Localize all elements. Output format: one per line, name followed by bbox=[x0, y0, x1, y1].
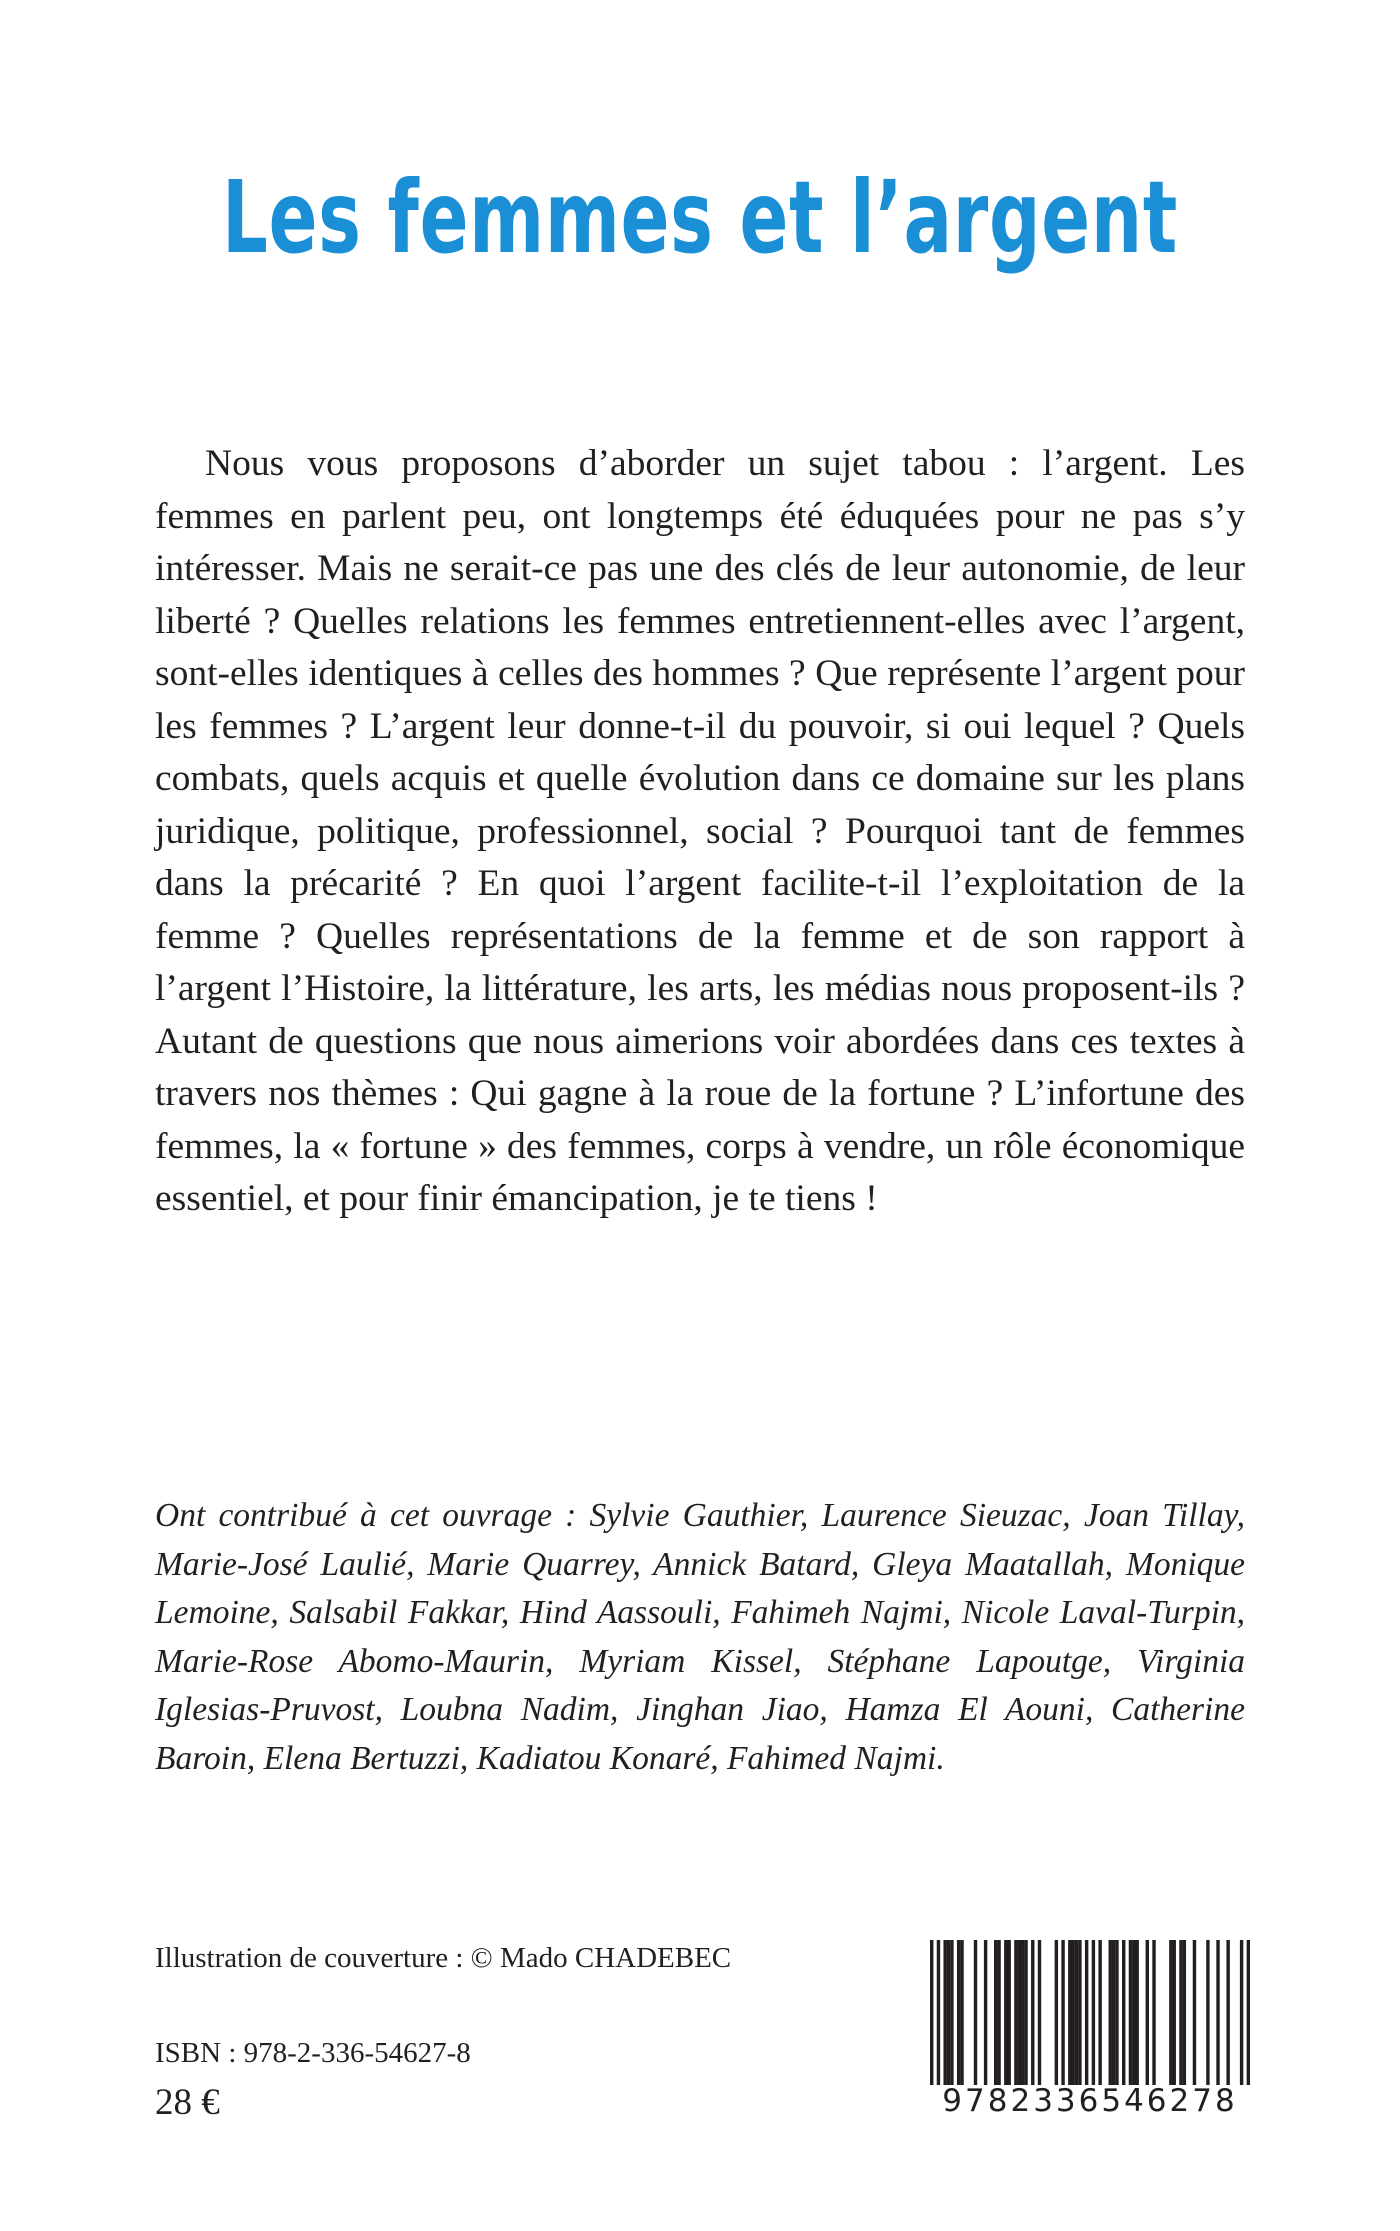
barcode-bar bbox=[937, 1940, 940, 2085]
isbn-number: ISBN : 978-2-336-54627-8 bbox=[155, 2037, 471, 2069]
barcode-bar bbox=[1068, 1940, 1071, 2085]
barcode-bar bbox=[1038, 1940, 1041, 2085]
barcode-bar bbox=[1014, 1940, 1017, 2085]
book-title: Les femmes et l’argent bbox=[222, 159, 1178, 276]
isbn-barcode bbox=[930, 1940, 1250, 2120]
barcode-bar bbox=[1152, 1940, 1155, 2085]
barcode-bar bbox=[1179, 1940, 1182, 2085]
barcode-bar bbox=[1169, 1940, 1172, 2085]
barcode-bar bbox=[1055, 1940, 1058, 2085]
barcode-bar bbox=[1135, 1940, 1138, 2085]
barcode-bar bbox=[950, 1940, 953, 2085]
barcode-bar bbox=[1226, 1940, 1229, 2085]
barcode-bar bbox=[1021, 1940, 1024, 2085]
barcode-bar bbox=[947, 1940, 950, 2085]
barcode-bar bbox=[1109, 1940, 1112, 2085]
barcode-bar bbox=[984, 1940, 987, 2085]
barcode-bar bbox=[1216, 1940, 1219, 2085]
barcode-bar bbox=[1024, 1940, 1027, 2085]
barcode-bar bbox=[1007, 1940, 1010, 2085]
barcode-bar bbox=[1004, 1940, 1007, 2085]
barcode-bar bbox=[1078, 1940, 1081, 2085]
barcode-bar bbox=[1031, 1940, 1034, 2085]
barcode-bar bbox=[1122, 1940, 1125, 2085]
barcode-bar bbox=[1146, 1940, 1149, 2085]
barcode-bar bbox=[1115, 1940, 1118, 2085]
barcode-bar bbox=[1071, 1940, 1074, 2085]
back-cover-blurb: Nous vous proposons d’aborder un sujet tabou : l’argent. Les femmes en parlent peu, ont longtemps été éduquées pour ne pas s’y intéresser. Mais ne serait-ce pas une des clés de leur autonomie, de leur liberté ? Quelles relations les femmes entretiennent-elles avec l’argent, sont-elles identiques à celles des hommes ? Que représente l’argent pour les femmes ? L’argent leur donne-t-il du pouvoir, si oui lequel ? Quels combats, quels acquis et quelle évolution dans ce domaine sur les plans juridique, politique, professionnel, social ? Pourquoi tant de femmes dans la précarité ? En quoi l’argent facilite-t-il l’exploitation de la femme ? Quelles représentations de la femme et de son rapport à l’argent l’Histoire, la littérature, les arts, les médias nous proposent-ils ? Autant de questions que nous aimerions voir abordées dans ces textes à travers nos thèmes : Qui gagne à la roue de la fortune ? L’infortune des femmes, la « fortune » des femmes, corps à vendre, un rôle économique essentiel, et pour finir émancipation, je te tiens ! bbox=[155, 443, 1245, 1219]
barcode-bars bbox=[930, 1940, 1250, 2085]
price: 28 € bbox=[155, 2082, 220, 2123]
barcode-bar bbox=[1018, 1940, 1021, 2085]
barcode-bar bbox=[974, 1940, 977, 2085]
barcode-bar bbox=[1092, 1940, 1095, 2085]
illustration-credit: Illustration de couverture : © Mado CHADEBEC bbox=[155, 1942, 732, 1974]
contributors-list: Ont contribué à cet ouvrage : Sylvie Gauthier, Laurence Sieuzac, Joan Tillay, Marie-José Laulié, Marie Quarrey, Annick Batard, Gleya Maatallah, Monique Lemoine, Salsabil Fakkar, Hind Aassouli, Fahimeh Najmi, Nicole Laval-Turpin, Marie-Rose Abomo-Maurin, Myriam Kissel, Stéphane Lapoutge, Virginia Iglesias-Pruvost, Loubna Nadim, Jinghan Jiao, Hamza El Aouni, Catherine Baroin, Elena Bertuzzi, Kadiatou Konaré, Fahimed Najmi. bbox=[155, 1497, 1245, 1777]
barcode-bar bbox=[994, 1940, 997, 2085]
barcode-digits: 9782336546278 bbox=[942, 2083, 1238, 2119]
barcode-bar bbox=[1085, 1940, 1088, 2085]
barcode-bar bbox=[1129, 1940, 1132, 2085]
barcode-bar bbox=[1061, 1940, 1064, 2085]
barcode-bar bbox=[1132, 1940, 1135, 2085]
barcode-bar bbox=[960, 1940, 963, 2085]
barcode-bar bbox=[1112, 1940, 1115, 2085]
barcode-bar bbox=[957, 1940, 960, 2085]
barcode-bar bbox=[1098, 1940, 1101, 2085]
barcode-bar bbox=[1206, 1940, 1209, 2085]
barcode-bar bbox=[1193, 1940, 1196, 2085]
barcode-bar bbox=[997, 1940, 1000, 2085]
barcode-bar bbox=[943, 1940, 946, 2085]
barcode-bar bbox=[1075, 1940, 1078, 2085]
barcode-bar bbox=[1240, 1940, 1243, 2085]
barcode-bar bbox=[1183, 1940, 1186, 2085]
barcode-bar bbox=[1173, 1940, 1176, 2085]
barcode-bar bbox=[1247, 1940, 1250, 2085]
barcode-bar bbox=[930, 1940, 933, 2085]
